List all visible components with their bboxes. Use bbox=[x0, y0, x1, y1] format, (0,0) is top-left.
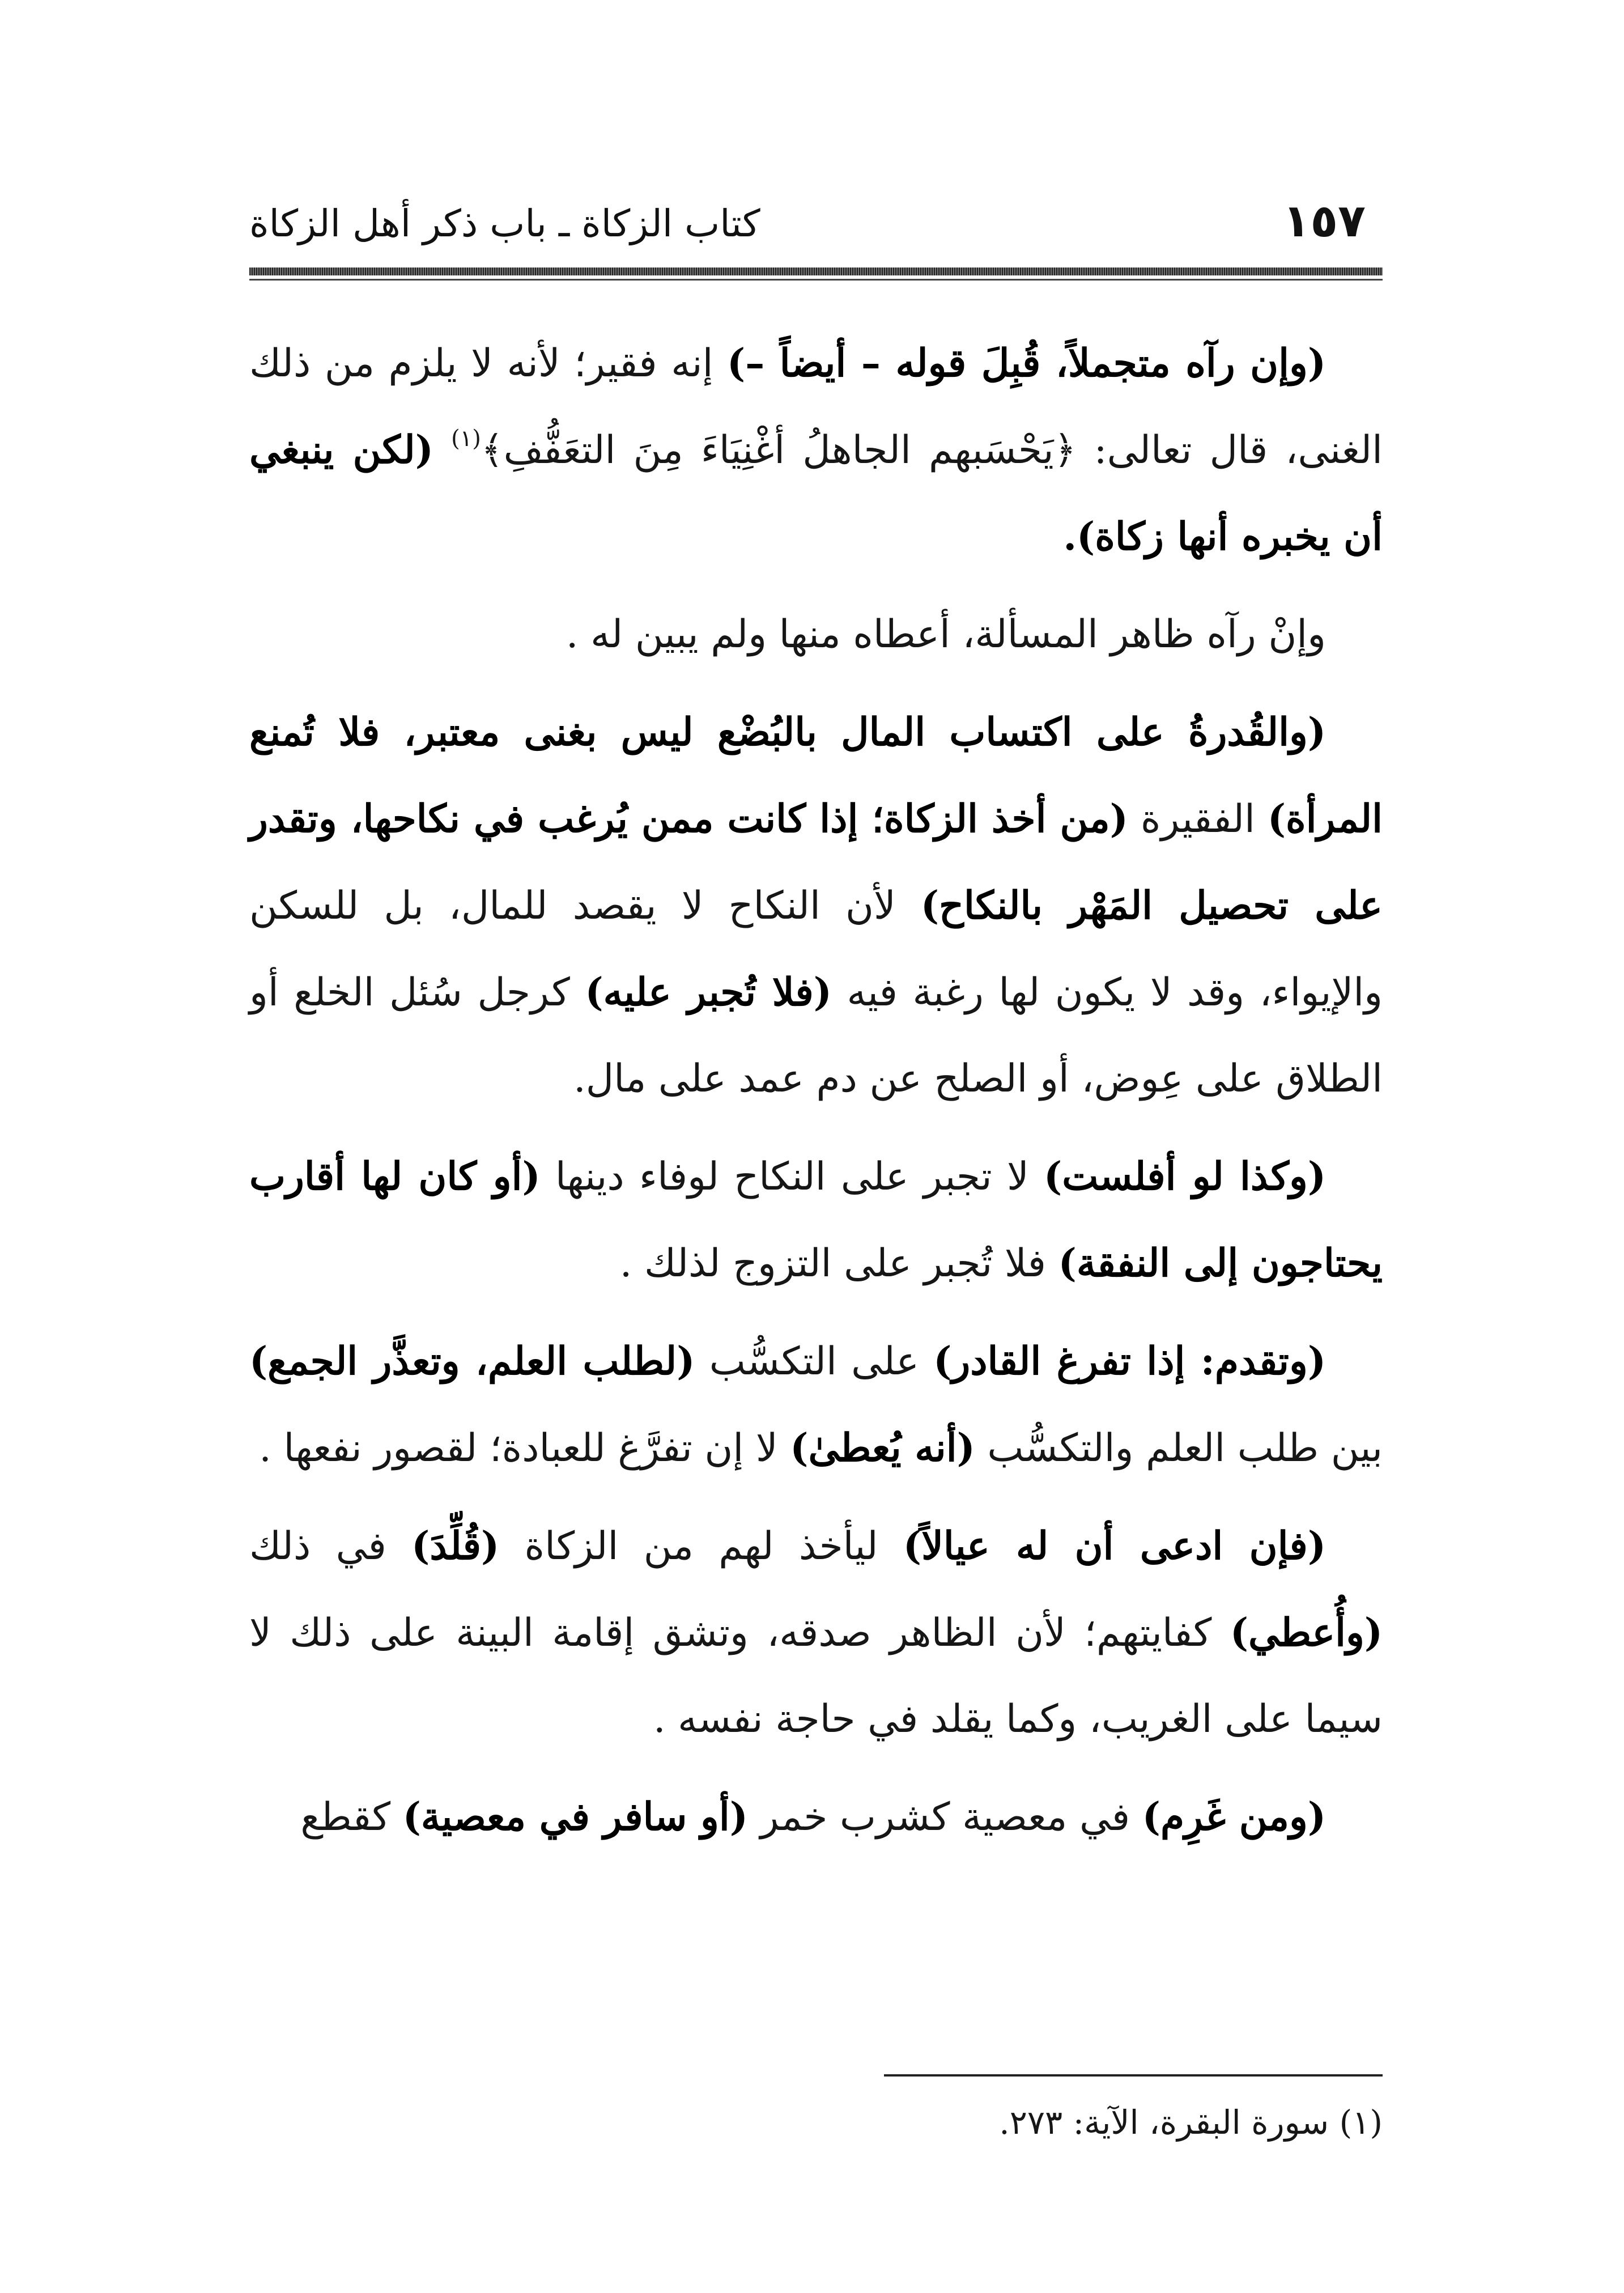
sharh-text: بين طلب العلم والتكسُّب bbox=[975, 1426, 1383, 1471]
sharh-text: كقطع bbox=[300, 1795, 403, 1840]
sharh-text: كرجل سُئل الخلع أو الطلاق على عِوض، أو الصلح عن دم عمد على مال. bbox=[249, 970, 1383, 1101]
sharh-text: في معصية كشرب خمر bbox=[747, 1795, 1142, 1840]
paragraph bbox=[249, 1503, 1383, 1763]
sharh-text bbox=[433, 428, 451, 473]
matn-text: (من أخذ الزكاة؛ إذا كانت ممن يُرغب في نكاحها، وتقدر على تحصيل المَهْر بالنكاح) bbox=[249, 796, 1383, 928]
matn-text: (فإن ادعى أن له عيالاً) bbox=[903, 1523, 1326, 1569]
page-header bbox=[249, 187, 1383, 272]
header-rule bbox=[249, 267, 1383, 275]
footnote-marker: (١) bbox=[451, 426, 481, 452]
matn-text: (ومن غَرِم) bbox=[1142, 1794, 1326, 1840]
body-text bbox=[249, 320, 1383, 1872]
paragraph bbox=[249, 1774, 1383, 1861]
matn-text: (والقُدرةُ على اكتساب المال بالبُضْع ليس بغنى معتبر، فلا تُمنع المرأة) bbox=[249, 710, 1383, 842]
sharh-text: فلا تُجبر على التزوج لذلك . bbox=[619, 1241, 1058, 1286]
footnote-rule bbox=[884, 2074, 1383, 2077]
sharh-text: ﴿يَحْسَبهم الجاهلُ أغْنِيَاءَ مِنَ التعَفُّفِ﴾ bbox=[481, 428, 1077, 473]
matn-text: (أنه يُعطىٰ) bbox=[790, 1425, 975, 1471]
footnote-item: (١) سورة البقرة، الآية: ٢٧٣. bbox=[999, 2103, 1383, 2142]
sharh-text: في ذلك bbox=[249, 1524, 412, 1569]
paragraph bbox=[249, 689, 1383, 1122]
sharh-text: إنه فقير؛ لأنه لا يلزم من ذلك الغنى، قال تعالى: bbox=[249, 341, 1383, 473]
sharh-text: لأن النكاح لا يقصد للمال، بل للسكن والإيواء، وقد لا يكون لها رغبة فيه bbox=[249, 884, 1383, 1015]
sharh-text: ليأخذ لهم من الزكاة bbox=[499, 1524, 903, 1569]
sharh-text: لا إن تفرَّغ للعبادة؛ لقصور نفعها . bbox=[259, 1426, 790, 1471]
sharh-text: لا تجبر على النكاح لوفاء دينها bbox=[540, 1154, 1044, 1199]
footnotes bbox=[249, 2091, 1383, 2154]
matn-text: (لكن ينبغي أن يخبره أنها زكاة). bbox=[249, 427, 1383, 559]
matn-text: (وكذا لو أفلست) bbox=[1044, 1154, 1327, 1199]
paragraph bbox=[249, 1133, 1383, 1307]
matn-text: (فلا تُجبر عليه) bbox=[585, 970, 832, 1015]
paragraph bbox=[249, 320, 1383, 580]
sharh-text: وإنْ رآه ظاهر المسألة، أعطاه منها ولم يبين له . bbox=[566, 612, 1326, 657]
sharh-text: كفايتهم؛ لأن الظاهر صدقه، وتشق إقامة البينة على ذلك لا سيما على الغريب، وكما يقلد في حاجة نفسه . bbox=[249, 1611, 1383, 1742]
sharh-text: الفقيرة bbox=[1128, 797, 1268, 842]
matn-text: (أو سافر في معصية) bbox=[402, 1794, 748, 1840]
matn-text: (وتقدم: إذا تفرغ القادر) bbox=[933, 1339, 1326, 1384]
matn-text: (قُلِّدَ) bbox=[411, 1523, 500, 1569]
running-title: كتاب الزكاة ـ باب ذكر أهل الزكاة bbox=[249, 202, 760, 245]
matn-text: (وأُعطي) bbox=[1230, 1610, 1383, 1655]
paragraph bbox=[249, 1318, 1383, 1492]
sharh-text: على التكسُّب bbox=[695, 1339, 934, 1384]
matn-text: (وإن رآه متجملاً، قُبِلَ قوله – أيضاً –) bbox=[727, 341, 1327, 386]
matn-text: (أو كان لها أقارب يحتاجون إلى النفقة) bbox=[249, 1154, 1383, 1286]
page-number: ١٥٧ bbox=[1282, 194, 1366, 247]
paragraph bbox=[249, 592, 1383, 678]
matn-text: (لطلب العلم، وتعذَّر الجمع) bbox=[249, 1339, 695, 1384]
header-rule-thin bbox=[249, 279, 1383, 281]
